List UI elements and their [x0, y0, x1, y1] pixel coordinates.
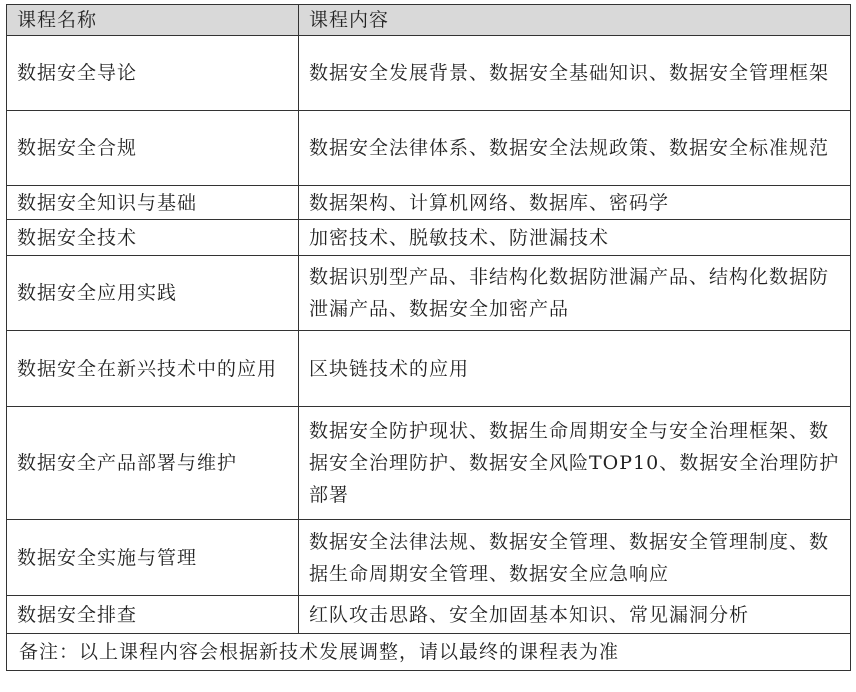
- course-name-cell: 数据安全知识与基础: [7, 186, 299, 220]
- course-name-cell: 数据安全排查: [7, 596, 299, 634]
- course-name-cell: 数据安全产品部署与维护: [7, 407, 299, 520]
- table-row: [7, 331, 851, 407]
- course-name-cell: 数据安全导论: [7, 36, 299, 111]
- course-content-cell: 数据安全法律体系、数据安全法规政策、数据安全标准规范: [299, 111, 851, 186]
- table-row: [7, 256, 851, 331]
- header-course-content: 课程内容: [299, 5, 851, 36]
- course-content-cell: 区块链技术的应用: [299, 331, 851, 407]
- course-content-cell: 数据识别型产品、非结构化数据防泄漏产品、结构化数据防泄漏产品、数据安全加密产品: [299, 256, 851, 331]
- course-content-cell: 数据安全防护现状、数据生命周期安全与安全治理框架、数据安全治理防护、数据安全风险TOP10、数据安全治理防护部署: [299, 407, 851, 520]
- course-content-cell: 数据安全发展背景、数据安全基础知识、数据安全管理框架: [299, 36, 851, 111]
- header-course-name: 课程名称: [7, 5, 299, 36]
- table-row: [7, 36, 851, 111]
- table-header-row: [7, 5, 851, 36]
- course-content-cell: 红队攻击思路、安全加固基本知识、常见漏洞分析: [299, 596, 851, 634]
- table-row: [7, 111, 851, 186]
- table-row: [7, 407, 851, 520]
- course-table-container: [6, 4, 850, 671]
- table-row: [7, 596, 851, 634]
- course-name-cell: 数据安全应用实践: [7, 256, 299, 331]
- table-row: [7, 220, 851, 256]
- note-row: [7, 634, 851, 671]
- note-text: 备注：以上课程内容会根据新技术发展调整，请以最终的课程表为准: [7, 634, 851, 671]
- course-name-cell: 数据安全在新兴技术中的应用: [7, 331, 299, 407]
- course-content-cell: 数据安全法律法规、数据安全管理、数据安全管理制度、数据生命周期安全管理、数据安全应急响应: [299, 520, 851, 596]
- course-name-cell: 数据安全实施与管理: [7, 520, 299, 596]
- table-row: [7, 186, 851, 220]
- course-content-cell: 加密技术、脱敏技术、防泄漏技术: [299, 220, 851, 256]
- course-name-cell: 数据安全合规: [7, 111, 299, 186]
- course-name-cell: 数据安全技术: [7, 220, 299, 256]
- course-table: [6, 4, 851, 671]
- course-content-cell: 数据架构、计算机网络、数据库、密码学: [299, 186, 851, 220]
- table-row: [7, 520, 851, 596]
